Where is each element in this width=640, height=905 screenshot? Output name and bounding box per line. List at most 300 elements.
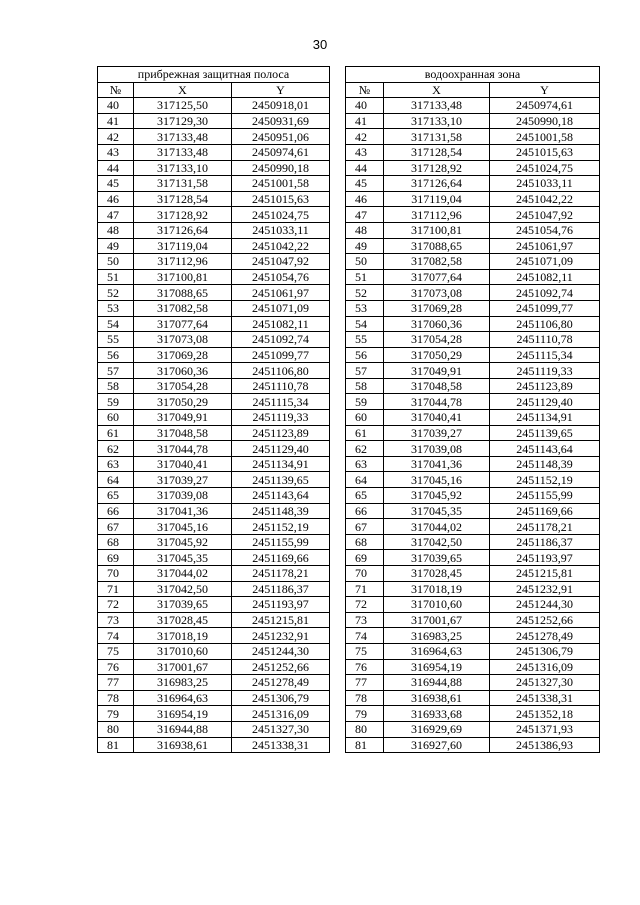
right-coord-x: 317133,48 xyxy=(384,98,490,114)
right-coord-y: 2451186,37 xyxy=(490,534,600,550)
column-gap xyxy=(330,410,346,426)
right-point-number: 67 xyxy=(346,519,384,535)
coordinates-table xyxy=(97,66,600,753)
table-row xyxy=(98,191,600,207)
left-coord-x: 317088,65 xyxy=(134,285,232,301)
left-coord-y: 2451033,11 xyxy=(232,222,330,238)
left-coord-x: 317128,92 xyxy=(134,207,232,223)
left-coord-y: 2451178,21 xyxy=(232,566,330,582)
right-point-number: 45 xyxy=(346,176,384,192)
left-point-number: 46 xyxy=(98,191,134,207)
table-row xyxy=(98,238,600,254)
table-row xyxy=(98,176,600,192)
column-gap xyxy=(330,394,346,410)
right-coord-x: 316964,63 xyxy=(384,643,490,659)
left-point-number: 76 xyxy=(98,659,134,675)
right-coord-y: 2451047,92 xyxy=(490,207,600,223)
left-coord-y: 2451071,09 xyxy=(232,300,330,316)
right-coord-x: 316927,60 xyxy=(384,737,490,753)
table-row xyxy=(98,98,600,114)
right-point-number: 46 xyxy=(346,191,384,207)
right-point-number: 78 xyxy=(346,690,384,706)
left-coord-x: 317050,29 xyxy=(134,394,232,410)
left-point-number: 51 xyxy=(98,269,134,285)
left-coord-x: 317048,58 xyxy=(134,425,232,441)
column-gap xyxy=(330,690,346,706)
left-point-number: 70 xyxy=(98,566,134,582)
column-gap xyxy=(330,456,346,472)
left-coord-y: 2451215,81 xyxy=(232,612,330,628)
left-coord-x: 317129,30 xyxy=(134,113,232,129)
table-row xyxy=(98,675,600,691)
right-coord-y: 2451252,66 xyxy=(490,612,600,628)
left-coord-y: 2451015,63 xyxy=(232,191,330,207)
left-coord-x: 317125,50 xyxy=(134,98,232,114)
right-coord-x: 317044,78 xyxy=(384,394,490,410)
right-point-number: 52 xyxy=(346,285,384,301)
left-coord-y: 2451252,66 xyxy=(232,659,330,675)
right-coord-x: 317044,02 xyxy=(384,519,490,535)
left-coord-x: 317112,96 xyxy=(134,254,232,270)
right-coord-y: 2451152,19 xyxy=(490,472,600,488)
right-coord-y: 2451316,09 xyxy=(490,659,600,675)
left-coord-y: 2451001,58 xyxy=(232,176,330,192)
left-point-number: 66 xyxy=(98,503,134,519)
table-row xyxy=(98,706,600,722)
right-coord-y: 2450974,61 xyxy=(490,98,600,114)
left-coord-x: 316983,25 xyxy=(134,675,232,691)
right-point-number: 79 xyxy=(346,706,384,722)
right-point-number: 80 xyxy=(346,721,384,737)
column-gap xyxy=(330,82,346,98)
table-row xyxy=(98,254,600,270)
table-row xyxy=(98,472,600,488)
right-coord-y: 2451129,40 xyxy=(490,394,600,410)
right-coord-y: 2450990,18 xyxy=(490,113,600,129)
left-coord-x: 317041,36 xyxy=(134,503,232,519)
column-gap xyxy=(330,628,346,644)
right-coord-y: 2451386,93 xyxy=(490,737,600,753)
left-point-number: 62 xyxy=(98,441,134,457)
right-coord-y: 2451092,74 xyxy=(490,285,600,301)
left-coord-y: 2451106,80 xyxy=(232,363,330,379)
right-point-number: 62 xyxy=(346,441,384,457)
right-coord-y: 2451115,34 xyxy=(490,347,600,363)
right-coord-y: 2451110,78 xyxy=(490,332,600,348)
right-point-number: 48 xyxy=(346,222,384,238)
column-gap xyxy=(330,207,346,223)
left-point-number: 77 xyxy=(98,675,134,691)
table-row xyxy=(98,597,600,613)
table-row xyxy=(98,410,600,426)
section-title-row xyxy=(98,67,600,83)
left-coord-x: 317044,78 xyxy=(134,441,232,457)
table-row xyxy=(98,425,600,441)
column-gap xyxy=(330,222,346,238)
left-coord-y: 2451232,91 xyxy=(232,628,330,644)
left-coord-y: 2451110,78 xyxy=(232,378,330,394)
right-coord-x: 317001,67 xyxy=(384,612,490,628)
right-coord-y: 2451015,63 xyxy=(490,144,600,160)
left-coord-x: 317010,60 xyxy=(134,643,232,659)
table-row xyxy=(98,363,600,379)
left-point-number: 54 xyxy=(98,316,134,332)
right-coord-x: 317028,45 xyxy=(384,566,490,582)
left-coord-y: 2451327,30 xyxy=(232,721,330,737)
right-coord-x: 317082,58 xyxy=(384,254,490,270)
right-header-x: X xyxy=(384,82,490,98)
left-point-number: 59 xyxy=(98,394,134,410)
left-coord-y: 2451186,37 xyxy=(232,581,330,597)
right-coord-x: 317119,04 xyxy=(384,191,490,207)
right-coord-y: 2451244,30 xyxy=(490,597,600,613)
left-point-number: 55 xyxy=(98,332,134,348)
right-coord-x: 317041,36 xyxy=(384,456,490,472)
column-gap xyxy=(330,566,346,582)
left-coord-y: 2450990,18 xyxy=(232,160,330,176)
left-coord-x: 317040,41 xyxy=(134,456,232,472)
left-point-number: 53 xyxy=(98,300,134,316)
left-point-number: 58 xyxy=(98,378,134,394)
table-row xyxy=(98,378,600,394)
column-gap xyxy=(330,347,346,363)
left-coord-x: 316944,88 xyxy=(134,721,232,737)
right-coord-x: 317060,36 xyxy=(384,316,490,332)
left-coord-y: 2451024,75 xyxy=(232,207,330,223)
right-point-number: 69 xyxy=(346,550,384,566)
right-coord-y: 2451082,11 xyxy=(490,269,600,285)
left-coord-x: 317045,92 xyxy=(134,534,232,550)
left-point-number: 56 xyxy=(98,347,134,363)
left-coord-x: 317077,64 xyxy=(134,316,232,332)
right-point-number: 40 xyxy=(346,98,384,114)
left-coord-y: 2451278,49 xyxy=(232,675,330,691)
column-gap xyxy=(330,519,346,535)
column-gap xyxy=(330,300,346,316)
right-coord-x: 317133,10 xyxy=(384,113,490,129)
right-coord-x: 317112,96 xyxy=(384,207,490,223)
left-coord-y: 2451338,31 xyxy=(232,737,330,753)
left-coord-x: 317131,58 xyxy=(134,176,232,192)
right-coord-y: 2451001,58 xyxy=(490,129,600,145)
column-gap xyxy=(330,597,346,613)
right-coord-y: 2451306,79 xyxy=(490,643,600,659)
left-coord-y: 2451129,40 xyxy=(232,441,330,457)
column-gap xyxy=(330,550,346,566)
right-coord-x: 316929,69 xyxy=(384,721,490,737)
right-coord-y: 2451054,76 xyxy=(490,222,600,238)
column-gap xyxy=(330,176,346,192)
right-point-number: 64 xyxy=(346,472,384,488)
right-coord-x: 316944,88 xyxy=(384,675,490,691)
left-header-x: X xyxy=(134,82,232,98)
right-coord-y: 2451278,49 xyxy=(490,628,600,644)
left-point-number: 74 xyxy=(98,628,134,644)
left-point-number: 47 xyxy=(98,207,134,223)
left-coord-y: 2451244,30 xyxy=(232,643,330,659)
left-point-number: 64 xyxy=(98,472,134,488)
left-coord-y: 2451061,97 xyxy=(232,285,330,301)
left-coord-y: 2451047,92 xyxy=(232,254,330,270)
column-gap xyxy=(330,659,346,675)
left-coord-x: 317042,50 xyxy=(134,581,232,597)
right-coord-y: 2451099,77 xyxy=(490,300,600,316)
right-coord-x: 316933,68 xyxy=(384,706,490,722)
right-coord-y: 2451061,97 xyxy=(490,238,600,254)
right-coord-y: 2451106,80 xyxy=(490,316,600,332)
right-point-number: 68 xyxy=(346,534,384,550)
right-coord-x: 317077,64 xyxy=(384,269,490,285)
left-coord-x: 317082,58 xyxy=(134,300,232,316)
left-coord-x: 317018,19 xyxy=(134,628,232,644)
right-point-number: 77 xyxy=(346,675,384,691)
table-row xyxy=(98,316,600,332)
left-point-number: 40 xyxy=(98,98,134,114)
right-point-number: 75 xyxy=(346,643,384,659)
right-point-number: 56 xyxy=(346,347,384,363)
column-gap xyxy=(330,67,346,83)
right-coord-x: 317045,16 xyxy=(384,472,490,488)
table-body xyxy=(98,67,600,753)
left-point-number: 73 xyxy=(98,612,134,628)
right-coord-x: 317128,54 xyxy=(384,144,490,160)
left-coord-y: 2451115,34 xyxy=(232,394,330,410)
left-point-number: 49 xyxy=(98,238,134,254)
right-point-number: 43 xyxy=(346,144,384,160)
right-coord-x: 317045,35 xyxy=(384,503,490,519)
table-row xyxy=(98,628,600,644)
left-point-number: 43 xyxy=(98,144,134,160)
left-coord-x: 316954,19 xyxy=(134,706,232,722)
left-coord-y: 2451092,74 xyxy=(232,332,330,348)
right-coord-y: 2451148,39 xyxy=(490,456,600,472)
left-coord-x: 317045,35 xyxy=(134,550,232,566)
right-point-number: 60 xyxy=(346,410,384,426)
right-coord-y: 2451024,75 xyxy=(490,160,600,176)
left-coord-y: 2451155,99 xyxy=(232,534,330,550)
left-point-number: 48 xyxy=(98,222,134,238)
left-header-number: № xyxy=(98,82,134,98)
right-coord-x: 317069,28 xyxy=(384,300,490,316)
left-point-number: 45 xyxy=(98,176,134,192)
right-coord-x: 317039,27 xyxy=(384,425,490,441)
table-row xyxy=(98,643,600,659)
left-point-number: 80 xyxy=(98,721,134,737)
right-point-number: 42 xyxy=(346,129,384,145)
right-point-number: 66 xyxy=(346,503,384,519)
right-coord-x: 317126,64 xyxy=(384,176,490,192)
right-header-number: № xyxy=(346,82,384,98)
left-coord-x: 317044,02 xyxy=(134,566,232,582)
right-coord-x: 317010,60 xyxy=(384,597,490,613)
left-point-number: 81 xyxy=(98,737,134,753)
left-coord-y: 2450918,01 xyxy=(232,98,330,114)
column-gap xyxy=(330,706,346,722)
right-point-number: 59 xyxy=(346,394,384,410)
column-gap xyxy=(330,643,346,659)
column-gap xyxy=(330,534,346,550)
left-coord-x: 317126,64 xyxy=(134,222,232,238)
right-coord-x: 317049,91 xyxy=(384,363,490,379)
column-gap xyxy=(330,721,346,737)
table-row xyxy=(98,519,600,535)
left-coord-x: 317133,48 xyxy=(134,144,232,160)
column-gap xyxy=(330,675,346,691)
right-point-number: 53 xyxy=(346,300,384,316)
right-coord-x: 317039,65 xyxy=(384,550,490,566)
table-row xyxy=(98,129,600,145)
column-gap xyxy=(330,285,346,301)
page-number: 30 xyxy=(312,37,328,52)
right-coord-x: 317128,92 xyxy=(384,160,490,176)
right-coord-x: 317088,65 xyxy=(384,238,490,254)
left-coord-y: 2450974,61 xyxy=(232,144,330,160)
column-gap xyxy=(330,488,346,504)
right-point-number: 70 xyxy=(346,566,384,582)
right-coord-y: 2451134,91 xyxy=(490,410,600,426)
right-section-title: водоохранная зона xyxy=(346,67,600,83)
left-coord-x: 317054,28 xyxy=(134,378,232,394)
column-gap xyxy=(330,425,346,441)
left-coord-x: 317028,45 xyxy=(134,612,232,628)
table-row xyxy=(98,550,600,566)
right-coord-x: 317131,58 xyxy=(384,129,490,145)
right-coord-y: 2451033,11 xyxy=(490,176,600,192)
left-coord-x: 317119,04 xyxy=(134,238,232,254)
left-point-number: 42 xyxy=(98,129,134,145)
right-coord-x: 317039,08 xyxy=(384,441,490,457)
right-coord-x: 317073,08 xyxy=(384,285,490,301)
left-coord-y: 2451099,77 xyxy=(232,347,330,363)
column-gap xyxy=(330,144,346,160)
right-point-number: 49 xyxy=(346,238,384,254)
column-gap xyxy=(330,737,346,753)
right-coord-x: 317048,58 xyxy=(384,378,490,394)
left-header-y: Y xyxy=(232,82,330,98)
right-point-number: 71 xyxy=(346,581,384,597)
table-row xyxy=(98,456,600,472)
column-gap xyxy=(330,612,346,628)
right-coord-y: 2451139,65 xyxy=(490,425,600,441)
right-coord-y: 2451327,30 xyxy=(490,675,600,691)
right-coord-x: 316938,61 xyxy=(384,690,490,706)
right-header-y: Y xyxy=(490,82,600,98)
left-point-number: 72 xyxy=(98,597,134,613)
column-gap xyxy=(330,238,346,254)
right-point-number: 73 xyxy=(346,612,384,628)
right-point-number: 54 xyxy=(346,316,384,332)
table-row xyxy=(98,488,600,504)
left-point-number: 41 xyxy=(98,113,134,129)
column-gap xyxy=(330,472,346,488)
left-coord-y: 2451169,66 xyxy=(232,550,330,566)
left-coord-y: 2451139,65 xyxy=(232,472,330,488)
right-coord-y: 2451215,81 xyxy=(490,566,600,582)
left-coord-y: 2451082,11 xyxy=(232,316,330,332)
right-coord-y: 2451042,22 xyxy=(490,191,600,207)
right-point-number: 41 xyxy=(346,113,384,129)
right-coord-x: 317045,92 xyxy=(384,488,490,504)
left-point-number: 63 xyxy=(98,456,134,472)
right-coord-y: 2451155,99 xyxy=(490,488,600,504)
table-row xyxy=(98,332,600,348)
right-coord-y: 2451143,64 xyxy=(490,441,600,457)
right-coord-y: 2451071,09 xyxy=(490,254,600,270)
column-gap xyxy=(330,269,346,285)
right-coord-x: 317042,50 xyxy=(384,534,490,550)
table-row xyxy=(98,441,600,457)
left-coord-x: 317100,81 xyxy=(134,269,232,285)
right-coord-x: 316954,19 xyxy=(384,659,490,675)
left-point-number: 57 xyxy=(98,363,134,379)
right-coord-y: 2451352,18 xyxy=(490,706,600,722)
right-coord-x: 317018,19 xyxy=(384,581,490,597)
table-row xyxy=(98,659,600,675)
right-point-number: 74 xyxy=(346,628,384,644)
right-coord-x: 317054,28 xyxy=(384,332,490,348)
column-gap xyxy=(330,129,346,145)
column-gap xyxy=(330,98,346,114)
right-coord-x: 316983,25 xyxy=(384,628,490,644)
left-coord-x: 317060,36 xyxy=(134,363,232,379)
left-coord-y: 2451143,64 xyxy=(232,488,330,504)
column-gap xyxy=(330,363,346,379)
column-gap xyxy=(330,581,346,597)
right-point-number: 61 xyxy=(346,425,384,441)
right-coord-y: 2451193,97 xyxy=(490,550,600,566)
right-point-number: 44 xyxy=(346,160,384,176)
right-point-number: 57 xyxy=(346,363,384,379)
table-row xyxy=(98,113,600,129)
table-row xyxy=(98,721,600,737)
table-row xyxy=(98,347,600,363)
left-point-number: 68 xyxy=(98,534,134,550)
left-coord-y: 2451134,91 xyxy=(232,456,330,472)
table-row xyxy=(98,503,600,519)
right-coord-y: 2451232,91 xyxy=(490,581,600,597)
column-gap xyxy=(330,316,346,332)
column-gap xyxy=(330,254,346,270)
table-row xyxy=(98,566,600,582)
left-coord-y: 2450931,69 xyxy=(232,113,330,129)
right-coord-x: 317100,81 xyxy=(384,222,490,238)
left-coord-x: 317045,16 xyxy=(134,519,232,535)
right-point-number: 51 xyxy=(346,269,384,285)
left-point-number: 44 xyxy=(98,160,134,176)
right-point-number: 63 xyxy=(346,456,384,472)
left-coord-y: 2451042,22 xyxy=(232,238,330,254)
table-row xyxy=(98,690,600,706)
right-point-number: 65 xyxy=(346,488,384,504)
left-point-number: 67 xyxy=(98,519,134,535)
right-coord-y: 2451123,89 xyxy=(490,378,600,394)
left-coord-x: 317039,27 xyxy=(134,472,232,488)
right-coord-y: 2451119,33 xyxy=(490,363,600,379)
right-coord-y: 2451338,31 xyxy=(490,690,600,706)
right-point-number: 50 xyxy=(346,254,384,270)
left-coord-y: 2451148,39 xyxy=(232,503,330,519)
left-coord-x: 317133,10 xyxy=(134,160,232,176)
left-coord-y: 2451316,09 xyxy=(232,706,330,722)
right-point-number: 55 xyxy=(346,332,384,348)
table-row xyxy=(98,269,600,285)
left-point-number: 60 xyxy=(98,410,134,426)
right-point-number: 76 xyxy=(346,659,384,675)
left-coord-x: 317133,48 xyxy=(134,129,232,145)
table-row xyxy=(98,394,600,410)
left-coord-y: 2451123,89 xyxy=(232,425,330,441)
table-row xyxy=(98,534,600,550)
